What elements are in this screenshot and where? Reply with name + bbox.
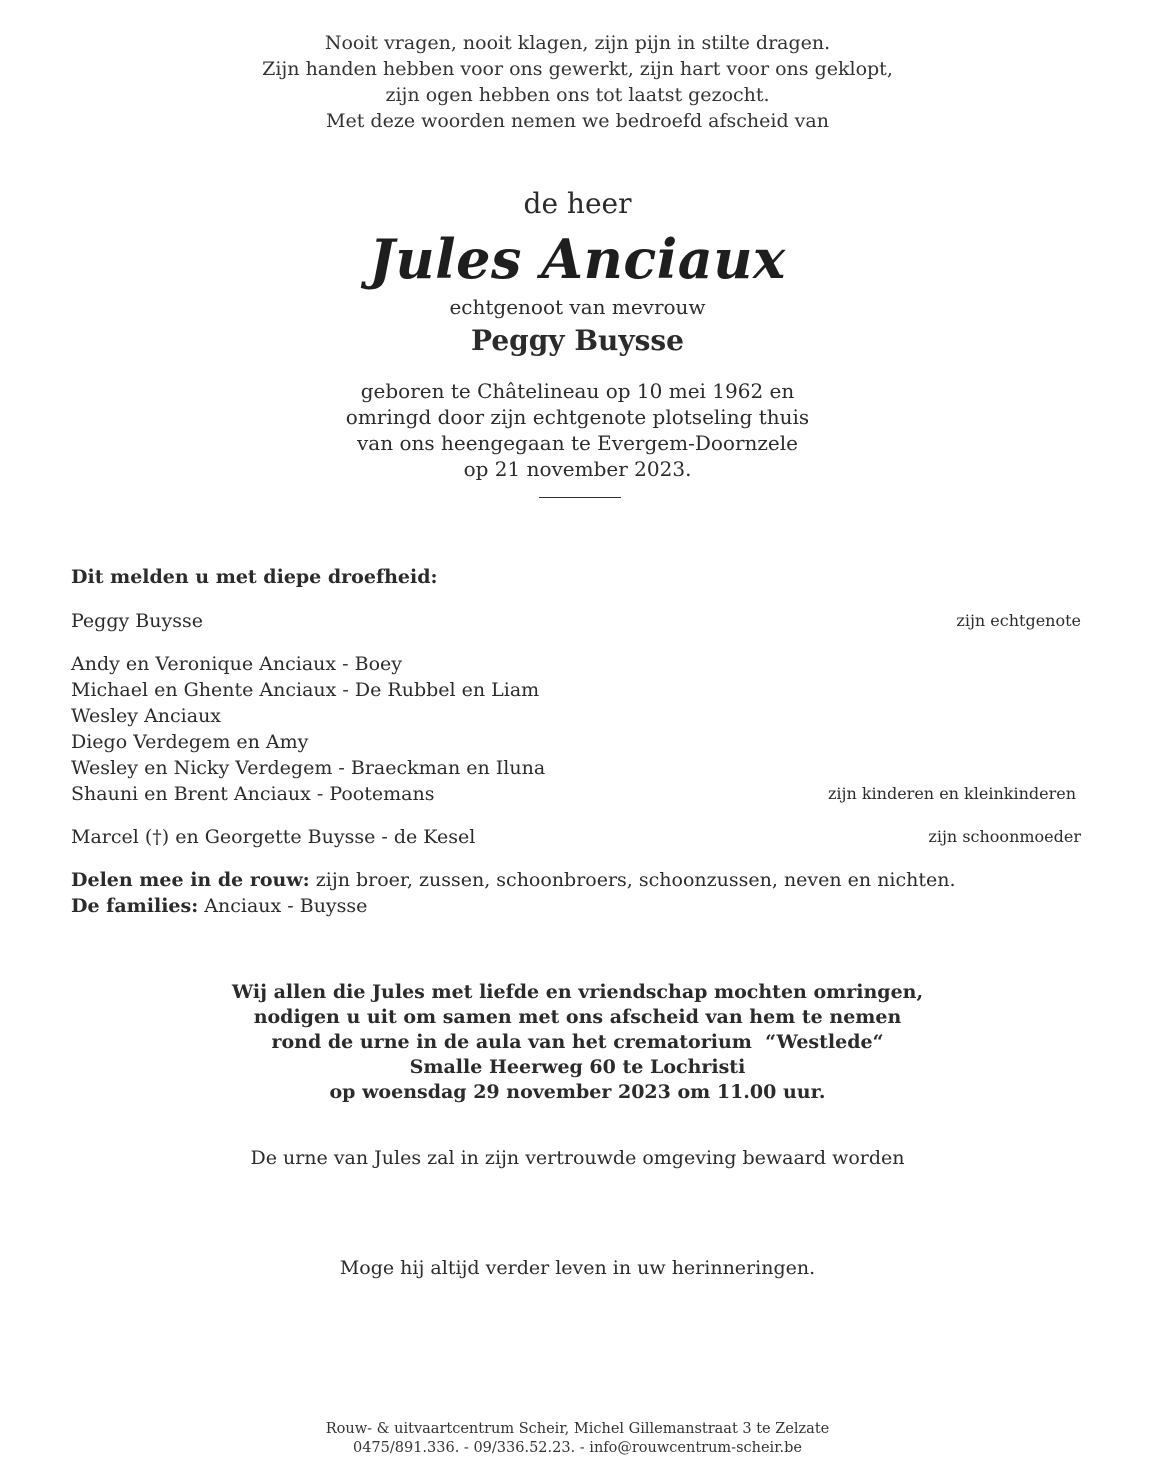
family-row	[71, 677, 1081, 703]
details-line: op 21 november 2023.	[463, 457, 692, 481]
family-row	[71, 755, 1081, 781]
families-text: Anciaux - Buysse	[198, 895, 368, 917]
family-member: Marcel (†) en Georgette Buysse - de Kesel	[71, 826, 476, 848]
invitation-line: op woensdag 29 november 2023 om 11.00 uur.	[329, 1081, 826, 1103]
poem-line: Zijn handen hebben voor ons gewerkt, zijn hart voor ons geklopt,	[262, 58, 893, 80]
family-member: Shauni en Brent Anciaux - Pootemans	[71, 783, 435, 805]
family-member: Andy en Veronique Anciaux - Boey	[71, 653, 402, 675]
closing-line: Moge hij altijd verder leven in uw herinneringen.	[339, 1257, 816, 1279]
spouse-intro: echtgenoot van mevrouw	[449, 295, 706, 319]
family-row	[71, 781, 1081, 807]
invitation-line: Smalle Heerweg 60 te Lochristi	[409, 1056, 746, 1078]
invitation-line: nodigen u uit om samen met ons afscheid van hem te nemen	[253, 1006, 902, 1028]
deceased-name: Jules Anciaux	[369, 227, 786, 291]
family-row	[71, 703, 1081, 729]
poem-line: Nooit vragen, nooit klagen, zijn pijn in stilte dragen.	[324, 32, 831, 54]
family-member: Wesley Anciaux	[71, 705, 222, 727]
birth-death-details	[0, 378, 1155, 482]
footer-address: Rouw- & uitvaartcentrum Scheir, Michel Gillemanstraat 3 te Zelzate	[325, 1421, 830, 1437]
family-heading: Dit melden u met diepe droefheid:	[71, 566, 438, 588]
family-member: Wesley en Nicky Verdegem - Braeckman en Iluna	[71, 757, 546, 779]
family-row	[71, 651, 1081, 677]
urn-note: De urne van Jules zal in zijn vertrouwde omgeving bewaard worden	[250, 1147, 905, 1169]
deceased-prefix: de heer	[523, 187, 632, 220]
spouse-name: Peggy Buysse	[471, 324, 684, 357]
family-relation: zijn echtgenote	[956, 611, 1081, 630]
ceremony-invitation	[0, 980, 1155, 1105]
details-line: van ons heengegaan te Evergem-Doornzele	[356, 431, 798, 455]
share-grief-line	[71, 867, 1081, 893]
family-relation: zijn kinderen en kleinkinderen	[827, 784, 1076, 803]
share-grief-label: Delen mee in de rouw:	[71, 869, 310, 891]
family-relation: zijn schoonmoeder	[928, 827, 1081, 846]
invitation-line: rond de urne in de aula van het crematorium “Westlede“	[271, 1031, 884, 1053]
divider-line	[539, 497, 621, 498]
family-member: Diego Verdegem en Amy	[71, 731, 309, 753]
funeral-home-footer	[0, 1420, 1155, 1458]
share-grief-text: zijn broer, zussen, schoonbroers, schoonzussen, neven en nichten.	[309, 869, 956, 891]
footer-contact: 0475/891.336. - 09/336.52.23. - info@rouwcentrum-scheir.be	[352, 1440, 803, 1456]
opening-poem	[0, 30, 1155, 134]
poem-line: Met deze woorden nemen we bedroefd afscheid van	[326, 110, 829, 132]
details-line: geboren te Châtelineau op 10 mei 1962 en	[360, 379, 795, 403]
families-line	[71, 893, 1081, 919]
poem-line: zijn ogen hebben ons tot laatst gezocht.	[385, 84, 770, 106]
family-row-spouse	[71, 608, 1081, 634]
family-member: Michael en Ghente Anciaux - De Rubbel en Liam	[71, 679, 540, 701]
details-line: omringd door zijn echtgenote plotseling thuis	[345, 405, 810, 429]
family-row-inlaws	[71, 824, 1081, 850]
family-row	[71, 729, 1081, 755]
family-member: Peggy Buysse	[71, 610, 203, 632]
families-label: De families:	[71, 895, 199, 917]
invitation-line: Wij allen die Jules met liefde en vriendschap mochten omringen,	[231, 981, 924, 1003]
